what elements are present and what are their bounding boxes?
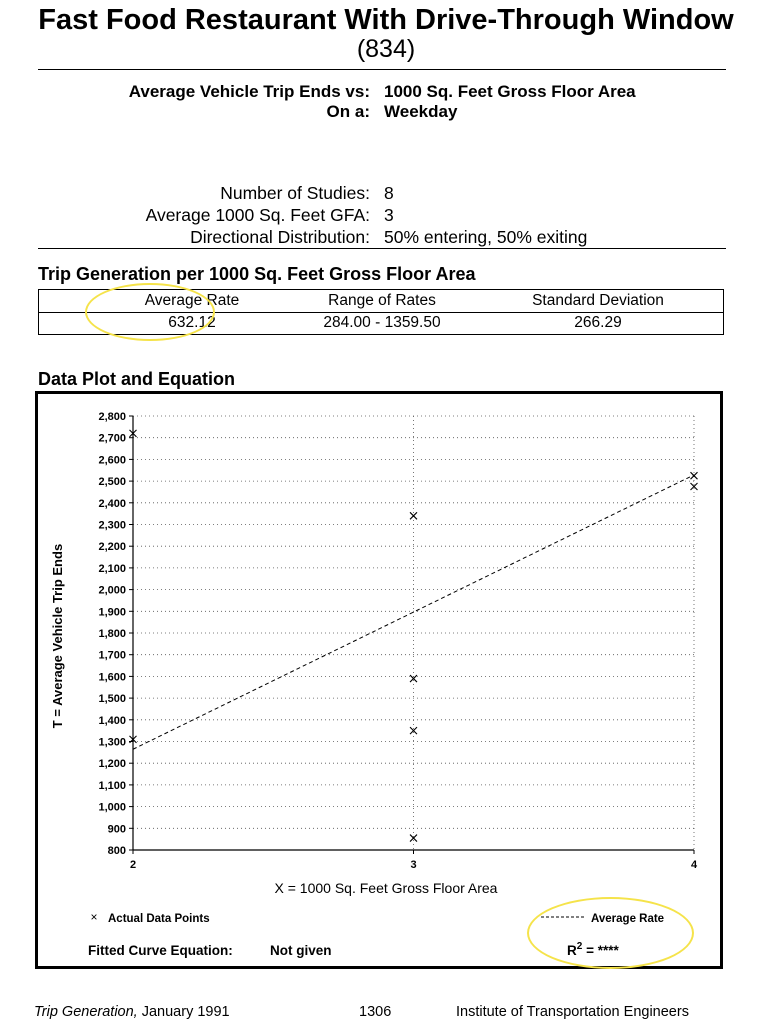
range-of-rates-header: Range of Rates [328,292,436,309]
page-title: Fast Food Restaurant With Drive-Through Window [38,4,734,36]
y-tick-label: 1,100 [98,779,126,792]
studies-value: 8 [384,183,394,203]
legend-line-label: Average Rate [591,913,665,925]
y-tick-label: 2,000 [98,584,126,597]
std-deviation-header: Standard Deviation [532,292,664,309]
y-tick-label: 1,500 [98,693,126,706]
legend-marker: × [90,910,98,924]
x-tick-label: 4 [690,859,698,871]
data-point [410,512,417,519]
range-of-rates-value: 284.00 - 1359.50 [323,314,441,331]
r-squared-label: R [567,943,577,958]
trip-ends-label: Average Vehicle Trip Ends vs: [128,82,370,101]
r-squared-value: = **** [582,943,619,958]
average-rate-header: Average Rate [144,292,240,309]
day-value: Weekday [384,102,458,121]
y-tick-label: 1,900 [98,606,126,619]
y-axis-label: T = Average Vehicle Trip Ends [50,543,65,729]
footer-source-date: January 1991 [137,1004,230,1020]
y-tick-label: 1,800 [98,628,126,640]
fitted-curve-label: Fitted Curve Equation: [88,943,233,958]
std-deviation-value: 266.29 [574,314,622,331]
distribution-value: 50% entering, 50% exiting [384,227,588,247]
y-tick-label: 2,700 [98,432,126,445]
day-label: On a: [326,102,370,121]
x-tick-label: 3 [410,859,417,871]
distribution-label: Directional Distribution: [190,227,370,247]
data-plot-heading: Data Plot and Equation [38,369,236,389]
y-tick-label: 2,800 [98,411,126,423]
fitted-curve-value: Not given [270,943,332,958]
y-tick-label: 1,300 [98,736,126,749]
y-tick-label: 1,400 [98,714,126,727]
y-tick-label: 2,500 [98,476,126,489]
y-tick-label: 1,600 [98,671,126,684]
avg-gfa-label: Average 1000 Sq. Feet GFA: [145,205,370,225]
legend-points-label: Actual Data Points [108,913,210,925]
r-squared-superscript: 2 [576,941,583,952]
land-use-code: (834) [356,35,416,63]
trip-ends-value: 1000 Sq. Feet Gross Floor Area [384,82,636,101]
footer-source-title: Trip Generation, [34,1004,138,1020]
y-tick-label: 2,400 [98,497,126,510]
footer-source [34,1003,230,1021]
y-tick-label: 1,200 [98,758,126,771]
y-tick-label: 2,200 [98,541,126,554]
data-point [691,472,698,479]
average-rate-value: 632.12 [168,314,216,331]
y-tick-label: 800 [107,845,126,857]
footer-publisher: Institute of Transportation Engineers [456,1004,689,1020]
y-tick-label: 2,600 [98,454,126,467]
y-tick-label: 1,700 [98,649,126,662]
y-tick-label: 900 [107,823,126,836]
y-tick-label: 2,100 [98,562,126,575]
trip-generation-heading: Trip Generation per 1000 Sq. Feet Gross Floor Area [38,264,476,284]
avg-gfa-value: 3 [384,205,394,225]
studies-label: Number of Studies: [220,183,370,203]
x-tick-label: 2 [129,859,137,871]
x-axis-label: X = 1000 Sq. Feet Gross Floor Area [274,880,498,896]
y-tick-label: 2,300 [98,519,126,532]
page-number: 1306 [359,1004,392,1020]
highlight-circle [527,897,694,969]
y-tick-label: 1,000 [98,801,126,814]
